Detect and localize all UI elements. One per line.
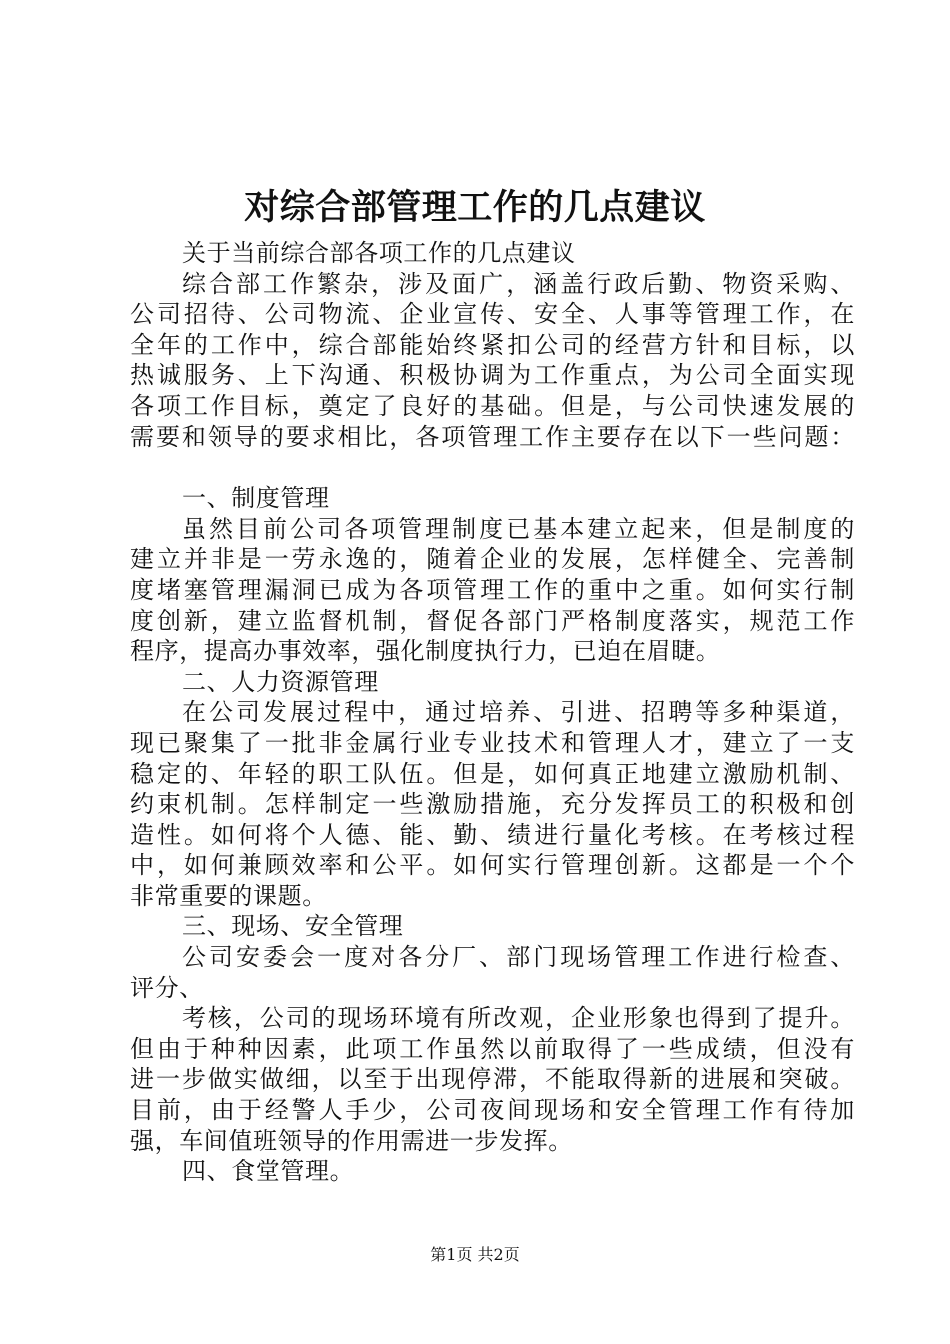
- paragraph-line: 强，车间值班领导的作用需进一步发挥。: [130, 1126, 573, 1155]
- paragraph-line: 全年的工作中，综合部能始终紧扣公司的经营方针和目标，以: [130, 330, 855, 359]
- paragraph-line: 考核，公司的现场环境有所改观，企业形象也得到了提升。: [182, 1004, 855, 1033]
- section-heading: 四、食堂管理。: [182, 1157, 355, 1186]
- paragraph-line: 约束机制。怎样制定一些激励措施，充分发挥员工的积极和创: [130, 790, 855, 819]
- paragraph-line: 但由于种种因素，此项工作虽然以前取得了一些成绩，但没有: [130, 1034, 855, 1063]
- paragraph-line: 造性。如何将个人德、能、勤、绩进行量化考核。在考核过程: [130, 820, 855, 849]
- paragraph-line: 程序，提高办事效率，强化制度执行力，已迫在眉睫。: [130, 637, 721, 666]
- paragraph-spacer: [130, 452, 855, 483]
- paragraph-line: 目前，由于经警人手少，公司夜间现场和安全管理工作有待加: [130, 1096, 855, 1125]
- section-heading: 三、现场、安全管理: [182, 912, 404, 941]
- paragraph-line: 公司安委会一度对各分厂、部门现场管理工作进行检查、: [182, 943, 855, 972]
- paragraph-line: 评分、: [130, 973, 204, 1002]
- paragraph-line: 中，如何兼顾效率和公平。如何实行管理创新。这都是一个个: [130, 851, 855, 880]
- paragraph-line: 虽然目前公司各项管理制度已基本建立起来，但是制度的: [182, 514, 855, 543]
- document-title: 对综合部管理工作的几点建议: [244, 187, 706, 228]
- paragraph-line: 在公司发展过程中，通过培养、引进、招聘等多种渠道，: [182, 698, 855, 727]
- section-heading: 二、人力资源管理: [182, 667, 379, 696]
- document-body: [130, 238, 855, 1187]
- paragraph-line: 公司招待、公司物流、企业宣传、安全、人事等管理工作，在: [130, 300, 855, 329]
- paragraph-line: 需要和领导的要求相比，各项管理工作主要存在以下一些问题：: [130, 422, 855, 451]
- paragraph-line: 非常重要的课题。: [130, 881, 327, 910]
- paragraph-line: 稳定的、年轻的职工队伍。但是，如何真正地建立激励机制、: [130, 759, 855, 788]
- paragraph-line: 现已聚集了一批非金属行业专业技术和管理人才，建立了一支: [130, 728, 855, 757]
- paragraph-line: 度堵塞管理漏洞已成为各项管理工作的重中之重。如何实行制: [130, 575, 855, 604]
- paragraph-line: 进一步做实做细，以至于出现停滞，不能取得新的进展和突破。: [130, 1065, 855, 1094]
- paragraph-line: 热诚服务、上下沟通、积极协调为工作重点，为公司全面实现: [130, 361, 855, 390]
- section-heading: 一、制度管理: [182, 484, 330, 513]
- paragraph-line: 建立并非是一劳永逸的，随着企业的发展，怎样健全、完善制: [130, 545, 855, 574]
- paragraph-line: 综合部工作繁杂，涉及面广，涵盖行政后勤、物资采购、: [182, 269, 855, 298]
- paragraph-line: 各项工作目标，奠定了良好的基础。但是，与公司快速发展的: [130, 391, 855, 420]
- paragraph-line: 度创新，建立监督机制，督促各部门严格制度落实，规范工作: [130, 606, 855, 635]
- subtitle-line: 关于当前综合部各项工作的几点建议: [182, 239, 576, 267]
- page-number-footer: 第1页 共2页: [430, 1245, 520, 1264]
